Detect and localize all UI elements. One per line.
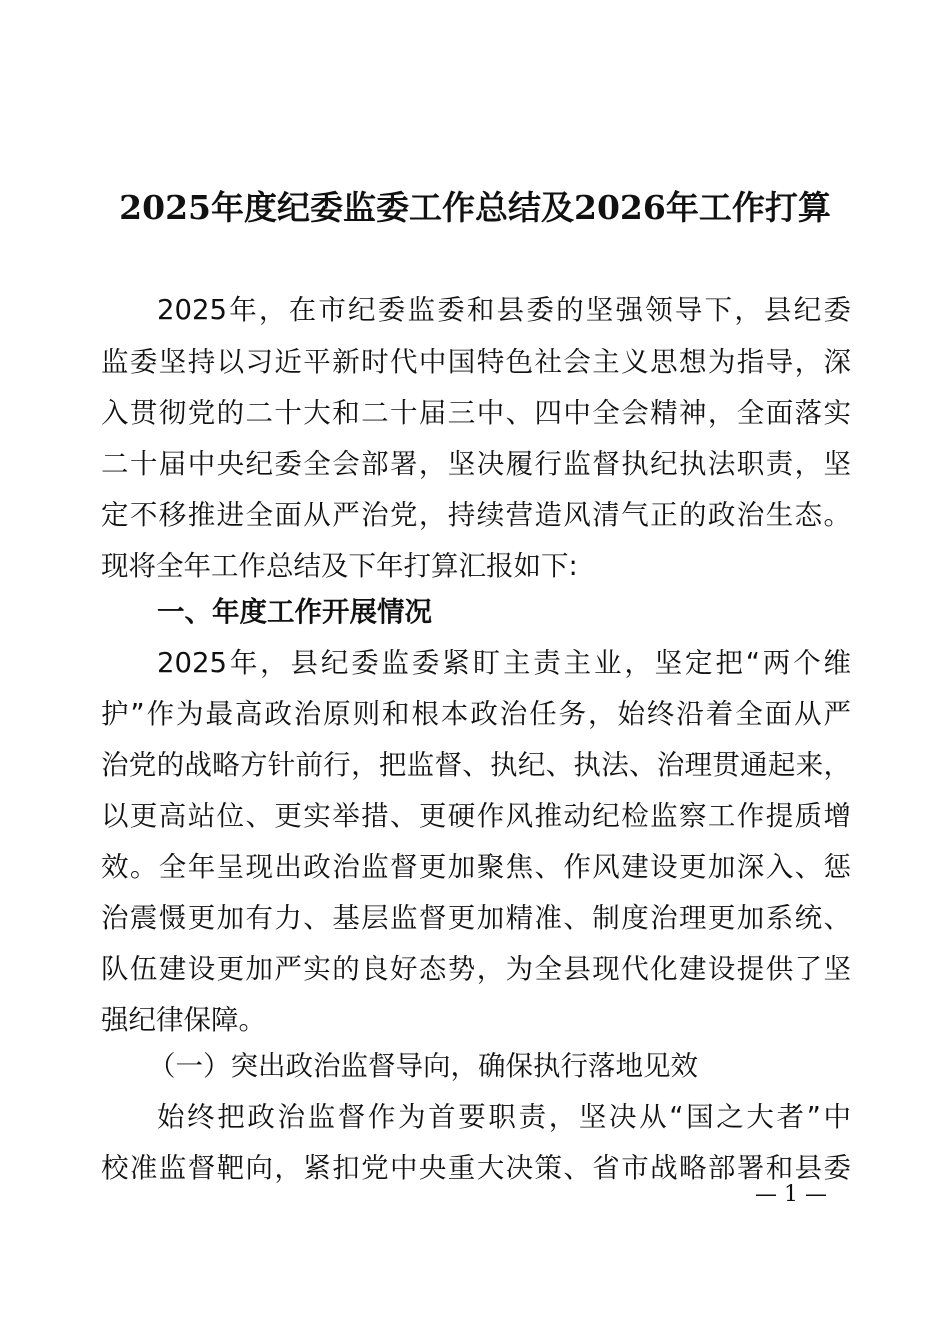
section-1-line-2: 护”作为最高政治原则和根本政治任务，始终沿着全面从严 (101, 698, 851, 730)
page-number: — 1 — (755, 1182, 827, 1207)
intro-line-1: 2025年，在市纪委监委和县委的坚强领导下，县纪委 (157, 294, 851, 326)
subsection-1-heading: （一）突出政治监督导向，确保执行落地见效 (148, 1050, 698, 1082)
section-1-heading: 一、年度工作开展情况 (157, 596, 432, 628)
intro-line-5: 定不移推进全面从严治党，持续营造风清气正的政治生态。 (101, 499, 851, 531)
section-1-line-5: 效。全年呈现出政治监督更加聚焦、作风建设更加深入、惩 (101, 851, 851, 883)
section-1-line-3: 治党的战略方针前行，把监督、执纪、执法、治理贯通起来， (101, 749, 851, 781)
intro-line-3: 入贯彻党的二十大和二十届三中、四中全会精神，全面落实 (101, 397, 851, 429)
intro-line-2: 监委坚持以习近平新时代中国特色社会主义思想为指导，深 (101, 346, 851, 378)
section-1-line-7: 队伍建设更加严实的良好态势，为全县现代化建设提供了坚 (101, 953, 851, 985)
section-1-line-1: 2025年，县纪委监委紧盯主责主业，坚定把“两个维 (157, 647, 851, 679)
intro-line-6: 现将全年工作总结及下年打算汇报如下: (101, 550, 578, 582)
intro-line-4: 二十届中央纪委全会部署，坚决履行监督执纪执法职责，坚 (101, 448, 851, 480)
section-1-line-8: 强纪律保障。 (101, 1004, 266, 1036)
section-1-line-6: 治震慑更加有力、基层监督更加精准、制度治理更加系统、 (101, 902, 851, 934)
subsection-1-line-1: 始终把政治监督作为首要职责，坚决从“国之大者”中 (157, 1101, 851, 1133)
section-1-line-4: 以更高站位、更实举措、更硬作风推动纪检监察工作提质增 (101, 800, 851, 832)
document-title: 2025年度纪委监委工作总结及2026年工作打算 (119, 188, 831, 227)
subsection-1-line-2: 校准监督靶向，紧扣党中央重大决策、省市战略部署和县委 (101, 1152, 851, 1184)
